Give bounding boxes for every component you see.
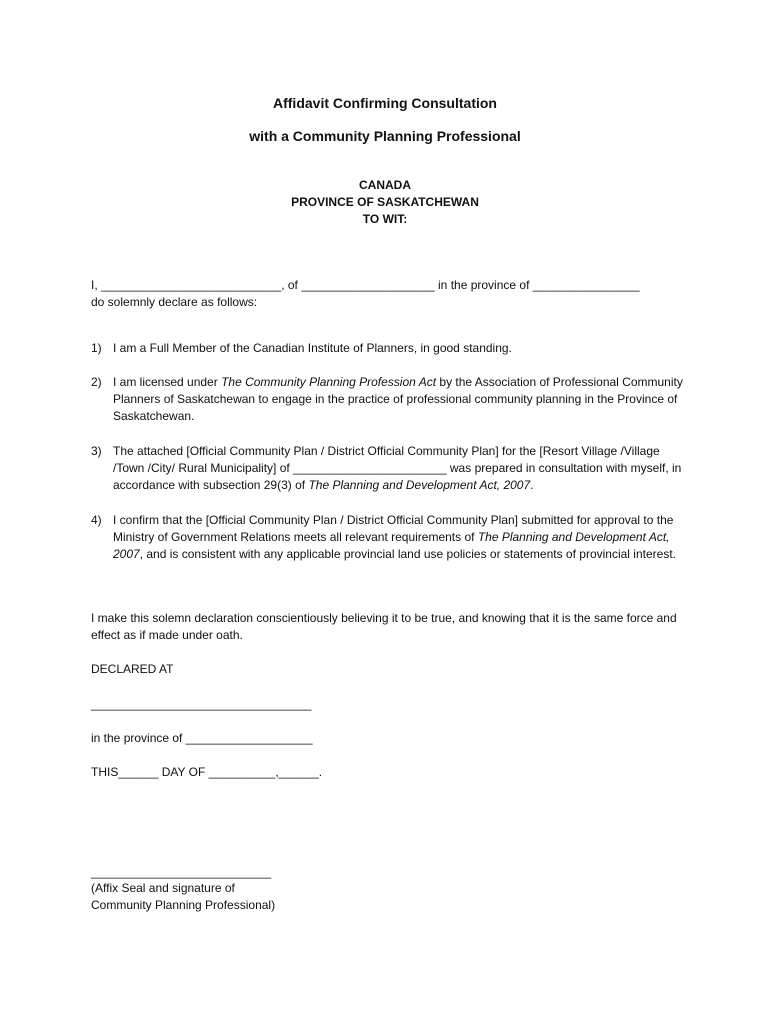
clause-text: I am a Full Member of the Canadian Institute of Planners, in good standing.	[113, 341, 512, 355]
declarant-line: I, ___________________________, of ____________________ in the province of ________________	[91, 278, 640, 292]
header-province: PROVINCE OF SASKATCHEWAN	[291, 195, 479, 209]
act-name: The Planning and Development Act, 2007	[113, 530, 670, 561]
clause-number: 3)	[91, 444, 102, 458]
date-blank-line: THIS______ DAY OF __________,______.	[91, 765, 323, 779]
province-blank-line: in the province of ___________________	[91, 731, 313, 745]
professional-label: Community Planning Professional)	[91, 898, 276, 912]
document-subtitle: with a Community Planning Professional	[249, 128, 521, 144]
act-name: The Planning and Development Act, 2007	[308, 478, 531, 492]
solemn-declaration: I make this solemn declaration conscientiously believing it to be true, and knowing that it is the same force and effect as if made under oath.	[91, 611, 677, 642]
clause-number: 2)	[91, 375, 102, 389]
header-to-wit: TO WIT:	[362, 212, 408, 226]
signature-line: ___________________________	[91, 865, 272, 879]
affix-seal-label: (Affix Seal and signature of	[91, 881, 235, 895]
clause-number: 1)	[91, 341, 102, 355]
clause-text: I am licensed under The Community Planning Profession Act by the Association of Professional Community Planners of Saskatchewan to engage in the practice of professional community planning in the Province of Saskatchewan.	[113, 375, 683, 423]
clause-text: The attached [Official Community Plan / District Official Community Plan] for the [Resort Village /Village /Town /City/ Rural Municipality] of _______________________ was prepared in consultation with myself, in accordance with subsection 29(3) of The Planning and Development Act, 2007.	[113, 444, 682, 492]
header-country: CANADA	[359, 178, 411, 192]
document-title: Affidavit Confirming Consultation	[273, 95, 497, 111]
declared-at-label: DECLARED AT	[91, 662, 174, 676]
act-name: The Community Planning Profession Act	[221, 375, 437, 389]
declare-intro: do solemnly declare as follows:	[91, 295, 258, 309]
declared-at-blank: _________________________________	[91, 697, 312, 711]
clause-number: 4)	[91, 513, 102, 527]
clause-text: I confirm that the [Official Community Plan / District Official Community Plan] submitted for approval to the Ministry of Government Relations meets all relevant requirements of The Planning and Development Act, 2007, and is consistent with any applicable provincial land use policies or statements of provincial interest.	[113, 513, 676, 561]
